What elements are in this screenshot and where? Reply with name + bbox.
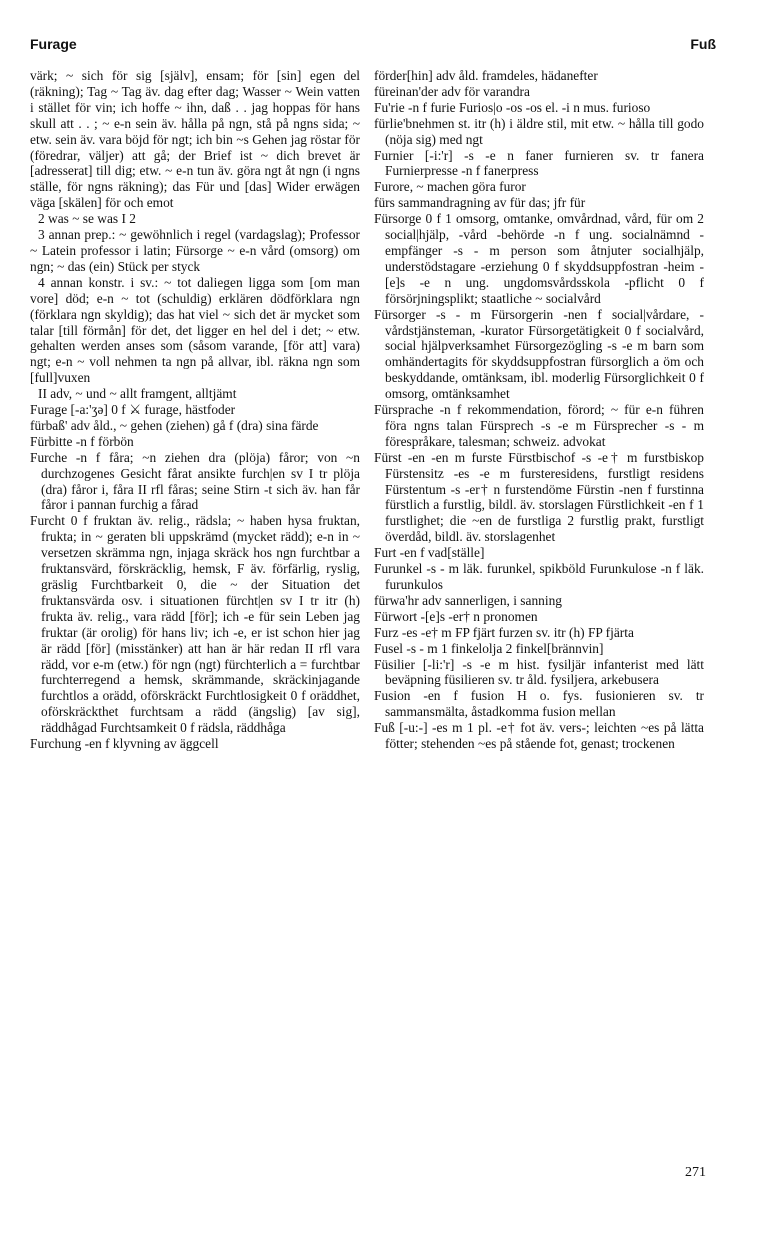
dictionary-entry: Furz -es -e† m FP fjärt furzen sv. itr (h) FP fjärta <box>374 624 634 640</box>
dictionary-entry: Furche -n f fåra; ~n ziehen dra (plöja) fåror; von ~n durchzogenes Gesicht fårat ansikte furch|en sv I tr plöja (dra) fåror i, fåra II rfl fåras; seine Stirn -t sich äv. han får fåror i pannan furchig a fårad <box>30 449 360 513</box>
dictionary-entry: förder[hin] adv åld. framdeles, hädanefter <box>374 68 598 83</box>
dictionary-entry: Fürwort -[e]s -er† n pronomen <box>374 608 538 624</box>
dictionary-entry: Füsilier [-li:'r] -s -e m hist. fysiljär infanterist med lätt beväpning füsilieren sv. tr åld. fysiljera, arkebusera <box>374 656 704 688</box>
dictionary-entry: Fuß [-u:-] -es m 1 pl. -e† fot äv. vers-; leichten ~es på lätta fötter; stehenden ~es på stående fot, genast; trockenen <box>374 720 704 752</box>
right-guide-word: Fuß <box>690 36 716 52</box>
dictionary-entry: Fu'rie -n f furie Furios|o -os -os el. -i n mus. furioso <box>374 99 651 115</box>
dictionary-entry: Furnier [-i:'r] -s -e n faner furnieren sv. tr fanera Furnierpresse -n f fanerpress <box>374 147 704 179</box>
dictionary-entry: Furchung -en f klyvning av äggcell <box>30 736 219 752</box>
dictionary-entry: 2 was ~ se was I 2 <box>38 211 136 227</box>
right-column <box>374 68 704 752</box>
dictionary-entry: Fürsprache -n f rekommendation, förord; ~ für e-n führen föra ngns talan Fürsprech -s -e m Fürsprecher -s - m förespråkare, talesman; schweiz. advokat <box>374 402 704 449</box>
left-guide-word: Furage <box>30 36 77 52</box>
dictionary-entry: Fürst -en -en m furste Fürstbischof -s -e† m furstbiskop Fürstensitz -es -e m fursteresidens, furstligt residens Fürstentum -s -er† n furstendöme Fürstin -nen f furstinna fürstlich a furstlig, bildl. äv. storslagen Fürstlichkeit -en f 1 furstlighet; die ~en de furstliga 2 furstlig prakt, furstligt överdåd, bildl. äv. storslagenhet <box>374 449 704 545</box>
dictionary-entry: fürwa'hr adv sannerligen, i sanning <box>374 592 562 608</box>
dictionary-entry: Furore, ~ machen göra furor <box>374 179 526 195</box>
dictionary-entry: II adv, ~ und ~ allt framgent, alltjämt <box>38 386 237 402</box>
dictionary-entry: värk; ~ sich för sig [själv], ensam; för [sin] egen del (räkning); Tag ~ Tag äv. dag efter dag; Wasser ~ Wein vatten i stället för vin; ich hoffe ~ ihn, daß . . jag hoppas för hans skull att . . ; ~ e-n sein äv. hålla på ngn, stå på ngns sida; ~ etw. sein äv. vara böjd för ngt; ich bin ~s Gehen jag röstar för (föredrar, väljer) att gå; der Brief ist ~ dich brevet är [adresserat] till dig; etw. ~ e-n tun äv. göra ngt åt ngn (i ngns ställe, för ngns räkning); das Für und [das] Wider erwägen väga [skälen] för och emot <box>30 68 360 211</box>
page-number: 271 <box>685 1165 706 1180</box>
dictionary-entry: Furcht 0 f fruktan äv. relig., rädsla; ~ haben hysa fruktan, frukta; in ~ geraten bli uppskrämd (mycket rädd); e-n in ~ versetzen skrämma ngn, injaga skräck hos ngn furchtbar a fruktansvärd, förskräcklig, hemsk, F äv. förfärlig, ryslig, gräslig Furchtbarkeit 0, die ~ der Situation det fruktansvärda osv. i situationen fürcht|en sv I tr itr (h) frukta äv. relig., vara rädd [för]; ich -e für sein Leben jag fruktar (är orolig) för hans liv; ich -e, er ist schon hier jag är rädd [för] (misstänker) att han är här redan II rfl vara rädd, vor e-m (etw.) för ngn (ngt) fürchterlich a = furchtbar furchterregend a hemsk, skrämmande, skräckinjagande furchtlos a orädd, oförskräckt Furchtlosigkeit 0 f oräddhet, oförskräckthet furchtsam a rädd (ängslig) [av sig], räddhågad Furchtsamkeit 0 f rädsla, räddhåga <box>30 513 360 736</box>
dictionary-entry: Furt -en f vad[ställe] <box>374 545 485 561</box>
dictionary-entry: fürlie'bnehmen st. itr (h) i äldre stil, mit etw. ~ hålla till godo (nöja sig) med ngt <box>374 115 704 147</box>
left-column <box>30 68 360 752</box>
dictionary-entry: Furage [-a:'ʒə] 0 f ⚔ furage, hästfoder <box>30 402 236 418</box>
dictionary-entry: Fusel -s - m 1 finkelolja 2 finkel[brännvin] <box>374 640 604 656</box>
dictionary-entry: fürs sammandragning av für das; jfr für <box>374 195 586 211</box>
dictionary-entry: Fusion -en f fusion H o. fys. fusionieren sv. tr sammansmälta, åstadkomma fusion mellan <box>374 688 704 720</box>
dictionary-entry: Furunkel -s - m läk. furunkel, spikböld Furunkulose -n f läk. furunkulos <box>374 561 704 592</box>
dictionary-entry: 3 annan prep.: ~ gewöhnlich i regel (vardagslag); Professor ~ Latein professor i latin; Fürsorge ~ e-n vård (omsorg) om ngn; ~ das (ein) Stück per styck <box>30 227 360 274</box>
dictionary-entry: Fürbitte -n f förbön <box>30 433 134 449</box>
dictionary-entry: 4 annan konstr. i sv.: ~ tot daliegen ligga som [om man vore] död; e-n ~ tot (schuldig) erklären dödförklara ngn (förklara ngn skyldig); das hat viel ~ sich det är mycket som talar [till förmån] för det, det ligger en hel del i det; ~ etw. gehalten werden anses som (såsom varande, [för att] vara) ngt; e-n ~ voll nehmen ta ngn på allvar, ibl. räkna ngn som [full]vuxen <box>30 274 360 386</box>
dictionary-entry: füreinan'der adv för varandra <box>374 83 530 99</box>
dictionary-entry: fürbaß' adv åld., ~ gehen (ziehen) gå f (dra) sina färde <box>30 417 319 433</box>
dictionary-entry: Fürsorger -s - m Fürsorgerin -nen f social|vårdare, -vårdstjänsteman, -kurator Fürsorgetätigkeit 0 f socialvård, social hjälpverksamhet Fürsorgezögling -s -e m barn som omhändertagits för skyddsuppfostran fürsorglich a öm och beskyddande, omtänksam, ibl. moderlig Fürsorglichkeit 0 f omsorg, omtänksamhet <box>374 306 704 402</box>
dictionary-entry: Fürsorge 0 f 1 omsorg, omtanke, omvårdnad, vård, für om 2 social|hjälp, -vård -behörde -n f ung. socialnämnd -empfänger -s - m person som åtnjuter socialhjälp, understödstagare -erziehung 0 f skyddsuppfostran -heim -[e]s -e n ung. ungdomsvårdsskola -pflicht 0 f försörjningsplikt; staatliche ~ socialvård <box>374 211 704 306</box>
